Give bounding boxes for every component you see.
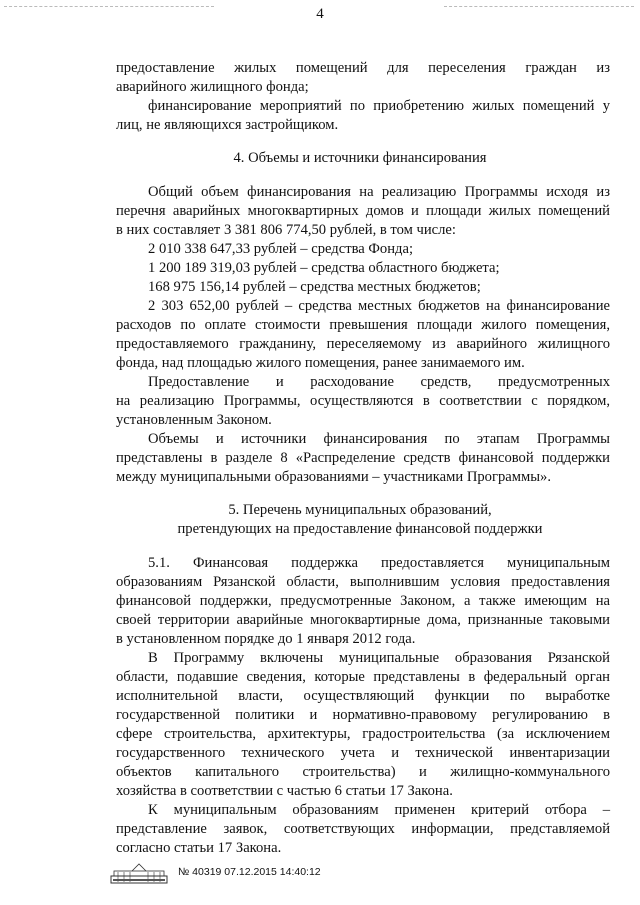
text-line: Объемы и источники финансирования по этапам Программы — [148, 431, 610, 447]
text-line: исполнительной власти, осуществляющий функции по выработке — [116, 688, 610, 704]
text-line: 168 975 156,14 рублей – средства местных бюджетов; — [148, 279, 481, 295]
footer-stamp — [110, 862, 450, 888]
text-line: сфере строительства, архитектуры, градостроительства (за исключением — [116, 726, 610, 742]
text-line: Общий объем финансирования на реализацию Программы исходя из — [148, 184, 610, 200]
text-line: К муниципальным образованиям применен критерий отбора – — [148, 802, 610, 818]
text-line: государственной политики и нормативно-правовому регулированию в — [116, 707, 610, 723]
text-line: согласно статьи 17 Закона. — [116, 840, 282, 856]
text-line: своей территории аварийные многоквартирные дома, признанные таковыми — [116, 612, 610, 628]
page-number: 4 — [316, 6, 324, 22]
section-heading: 4. Объемы и источники финансирования — [233, 150, 487, 166]
text-line: Предоставление и расходование средств, предусмотренных — [148, 374, 610, 390]
text-line: представлены в разделе 8 «Распределение средств финансовой поддержки — [116, 450, 610, 466]
text-line: в установленном порядке до 1 января 2012 года. — [116, 631, 416, 647]
text-line: фонда, над площадью жилого помещения, ранее занимаемого им. — [116, 355, 525, 371]
text-line: 1 200 189 319,03 рублей – средства областного бюджета; — [148, 260, 500, 276]
text-line: представление заявок, соответствующих информации, представляемой — [116, 821, 610, 837]
section-heading: 5. Перечень муниципальных образований, — [228, 502, 492, 518]
text-line: государственного технического учета и технической инвентаризации — [116, 745, 610, 761]
registration-stamp: № 40319 07.12.2015 14:40:12 — [178, 866, 321, 878]
text-line: аварийного жилищного фонда; — [116, 79, 309, 95]
text-line: установленным Законом. — [116, 412, 272, 428]
text-line: 2 010 338 647,33 рублей – средства Фонда; — [148, 241, 413, 257]
text-line: области, подавшие сведения, которые представлены в федеральный орган — [116, 669, 610, 685]
text-line: финансовой поддержки, предусмотренные Законом, а также имеющим на — [116, 593, 610, 609]
government-building-logo-icon — [110, 862, 168, 884]
text-line: объектов капитального строительства) и жилищно-коммунального — [116, 764, 610, 780]
text-line: расходов по оплате стоимости превышения площади жилого помещения, — [116, 317, 610, 333]
text-line: предоставляемого гражданину, переселяемому из аварийного жилищного — [116, 336, 610, 352]
text-line: между муниципальными образованиями – участниками Программы». — [116, 469, 551, 485]
text-line: лиц, не являющихся застройщиком. — [116, 117, 339, 133]
text-line: 2 303 652,00 рублей – средства местных бюджетов на финансирование — [148, 298, 610, 314]
text-line: финансирование мероприятий по приобретению жилых помещений у — [148, 98, 610, 114]
text-line: образованиям Рязанской области, выполнившим условия предоставления — [116, 574, 610, 590]
section-heading: претендующих на предоставление финансовой поддержки — [177, 521, 543, 537]
text-line: перечня аварийных многоквартирных домов и площади жилых помещений — [116, 203, 610, 219]
text-line: на реализацию Программы, осуществляются в соответствии с порядком, — [116, 393, 610, 409]
text-line: предоставление жилых помещений для переселения граждан из — [116, 60, 610, 76]
text-line: в них составляет 3 381 806 774,50 рублей, в том числе: — [116, 222, 456, 238]
text-line: 5.1. Финансовая поддержка предоставляется муниципальным — [148, 555, 610, 571]
text-line: хозяйства в соответствии с частью 6 статьи 17 Закона. — [116, 783, 453, 799]
text-line: В Программу включены муниципальные образования Рязанской — [148, 650, 610, 666]
